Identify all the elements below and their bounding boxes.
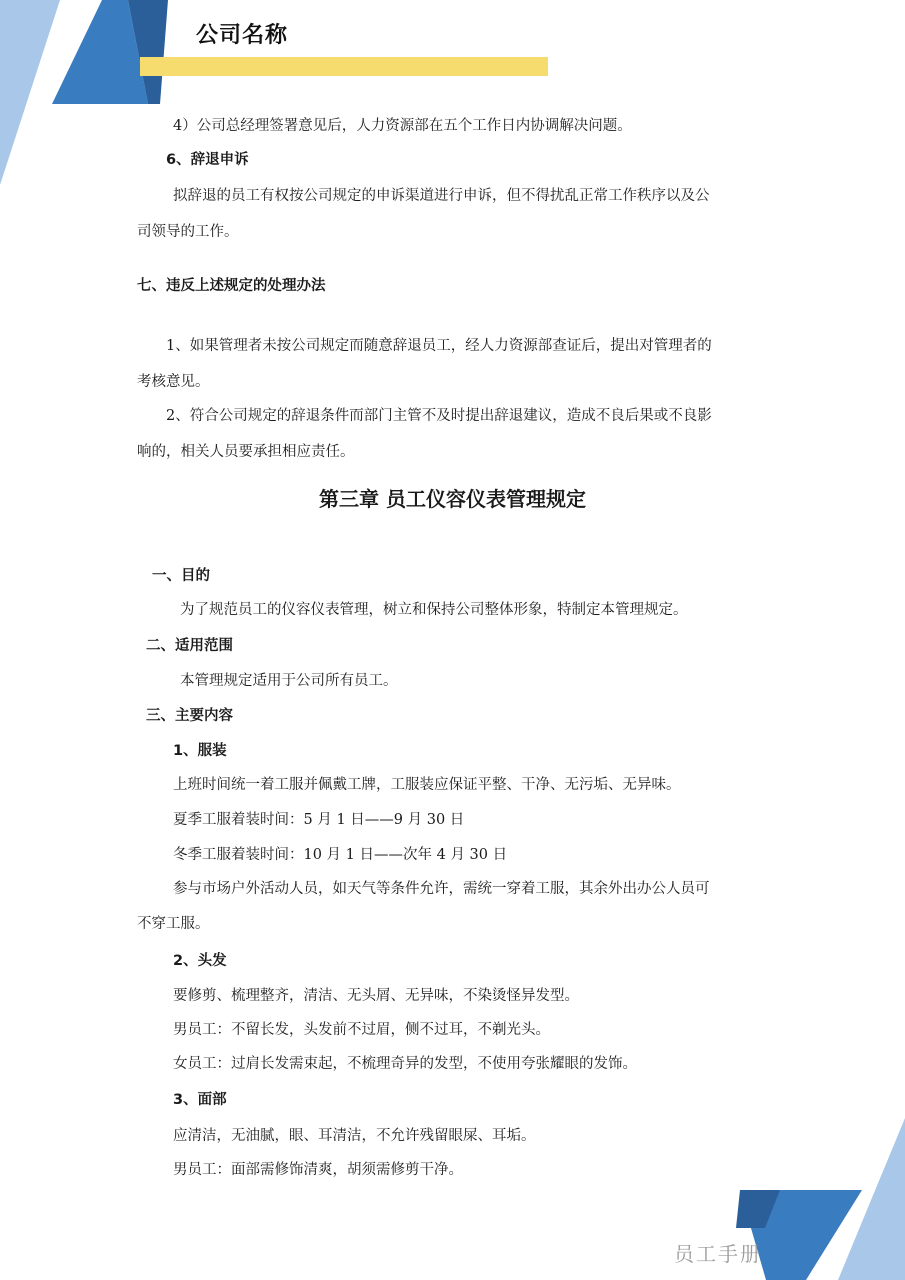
paragraph-scope: 本管理规定适用于公司所有员工。 bbox=[180, 673, 398, 689]
heading-face: 3、面部 bbox=[173, 1092, 227, 1108]
paragraph-outdoor-line-2: 不穿工服。 bbox=[137, 916, 210, 932]
paragraph-hair: 要修剪、梳理整齐，清洁、无头屑、无异味，不染烫怪异发型。 bbox=[173, 988, 579, 1004]
company-name: 公司名称 bbox=[196, 23, 289, 48]
paragraph-clothing: 上班时间统一着工服并佩戴工牌，工服装应保证平整、干净、无污垢、无异味。 bbox=[173, 777, 681, 793]
paragraph-approval: 4）公司总经理签署意见后，人力资源部在五个工作日内协调解决问题。 bbox=[173, 118, 632, 134]
paragraph-face: 应清洁，无油腻，眼、耳清洁，不允许残留眼屎、耳垢。 bbox=[173, 1128, 536, 1144]
paragraph-hair-male: 男员工：不留长发，头发前不过眉，侧不过耳，不剃光头。 bbox=[173, 1022, 550, 1038]
heading-violation: 七、违反上述规定的处理办法 bbox=[137, 278, 326, 294]
heading-scope: 二、适用范围 bbox=[146, 638, 233, 654]
heading-clothing: 1、服装 bbox=[173, 743, 227, 759]
paragraph-violation-1-line-1: 1、如果管理者未按公司规定而随意辞退员工，经人力资源部查证后，提出对管理者的 bbox=[166, 338, 712, 354]
paragraph-summer-uniform: 夏季工服着装时间：5 月 1 日——9 月 30 日 bbox=[173, 812, 465, 828]
paragraph-violation-1-line-2: 考核意见。 bbox=[137, 374, 210, 390]
top-light-blue-triangle bbox=[0, 0, 60, 185]
footer-label: 员工手册 bbox=[674, 1242, 762, 1266]
heading-purpose: 一、目的 bbox=[152, 568, 210, 584]
heading-hair: 2、头发 bbox=[173, 953, 227, 969]
heading-appeal: 6、辞退申诉 bbox=[166, 152, 249, 168]
paragraph-violation-2-line-2: 响的，相关人员要承担相应责任。 bbox=[137, 444, 355, 460]
paragraph-appeal-line-2: 司领导的工作。 bbox=[137, 224, 239, 240]
paragraph-outdoor-line-1: 参与市场户外活动人员，如天气等条件允许，需统一穿着工服，其余外出办公人员可 bbox=[173, 881, 710, 897]
paragraph-appeal-line-1: 拟辞退的员工有权按公司规定的申诉渠道进行申诉，但不得扰乱正常工作秩序以及公 bbox=[173, 188, 710, 204]
paragraph-hair-female: 女员工：过肩长发需束起，不梳理奇异的发型，不使用夸张耀眼的发饰。 bbox=[173, 1056, 637, 1072]
heading-main-content: 三、主要内容 bbox=[146, 708, 233, 724]
paragraph-purpose: 为了规范员工的仪容仪表管理，树立和保持公司整体形象，特制定本管理规定。 bbox=[180, 602, 688, 618]
paragraph-winter-uniform: 冬季工服着装时间：10 月 1 日——次年 4 月 30 日 bbox=[173, 847, 508, 863]
header-yellow-bar bbox=[140, 57, 548, 76]
paragraph-violation-2-line-1: 2、符合公司规定的辞退条件而部门主管不及时提出辞退建议，造成不良后果或不良影 bbox=[166, 408, 712, 424]
paragraph-face-male: 男员工：面部需修饰清爽，胡须需修剪干净。 bbox=[173, 1162, 463, 1178]
chapter-title: 第三章 员工仪容仪表管理规定 bbox=[319, 487, 586, 511]
